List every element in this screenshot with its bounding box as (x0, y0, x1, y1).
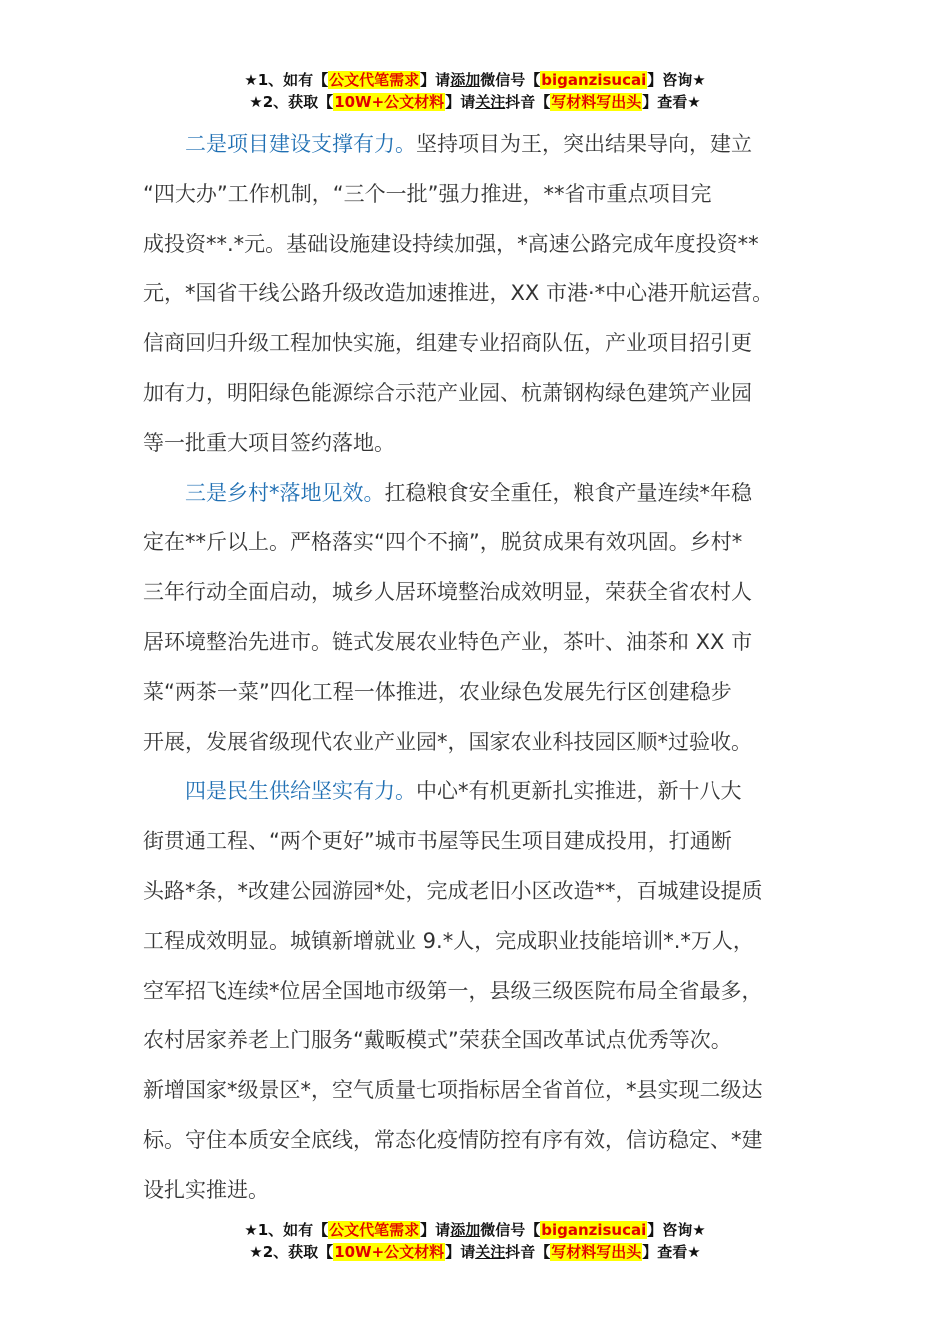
banner-highlight: 写材料写出头 (551, 93, 642, 111)
text-line: 加有力，明阳绿色能源综合示范产业园、杭萧钢构绿色建筑产业园 (143, 380, 752, 405)
banner-text: 】请 (445, 93, 476, 111)
banner-text: 】咨询★ (647, 71, 706, 89)
text-line: 菜“两茶一菜”四化工程一体推进，农业绿色发展先行区创建稳步 (143, 679, 732, 704)
paragraph (143, 767, 807, 1215)
banner-line-2 (0, 1241, 950, 1263)
text-line: “四大办”工作机制，“三个一批”强力推进，**省市重点项目完 (143, 181, 712, 206)
paragraph-heading: 三是乡村*落地见效。 (185, 480, 385, 505)
text-line: 信商回归升级工程加快实施，组建专业招商队伍，产业项目招引更 (143, 331, 752, 356)
banner-highlight: 10W+公文材料 (334, 1243, 445, 1261)
paragraph-heading: 四是民生供给坚实有力。 (185, 779, 416, 804)
banner-text: ★2、获取【 (249, 93, 334, 111)
text-line: 三年行动全面启动，城乡人居环境整治成效明显，荣获全省农村人 (143, 580, 752, 605)
paragraph (143, 469, 807, 768)
banner-text: 微信号【 (480, 71, 541, 89)
banner-highlight: 公文代笔需求 (329, 71, 420, 89)
text-line: 坚持项目为王，突出结果导向，建立 (416, 132, 752, 156)
banner-underline: 关注 (475, 93, 506, 111)
text-line: 空军招飞连续*位居全国地市级第一，县级三级医院布局全省最多， (143, 978, 763, 1003)
text-line: 设扎实推进。 (143, 1177, 269, 1202)
banner-text: ★1、如有【 (244, 71, 329, 89)
text-line: 农村居家养老上门服务“戴畈模式”荣获全国改革试点优秀等次。 (143, 1028, 732, 1053)
banner-line-1 (0, 1219, 950, 1241)
banner-text: 】查看★ (642, 1243, 701, 1261)
text-line: 工程成效明显。城镇新增就业 9.*人，完成职业技能培训*.*万人， (143, 928, 754, 953)
banner-text: 】请 (420, 1221, 451, 1239)
banner-text: 微信号【 (480, 1221, 541, 1239)
banner-underline: 添加 (450, 1221, 481, 1239)
banner-highlight: 10W+公文材料 (334, 93, 445, 111)
text-line: 扛稳粮食安全重任，粮食产量连续*年稳 (384, 480, 752, 505)
banner-underline: 添加 (450, 71, 481, 89)
banner-text: 】请 (420, 71, 451, 89)
text-line: 街贯通工程、“两个更好”城市书屋等民生项目建成投用，打通断 (143, 829, 732, 854)
bottom-banner (0, 1219, 950, 1263)
text-line: 开展，发展省级现代农业产业园*，国家农业科技园区顺*过验收。 (143, 729, 752, 754)
top-banner (0, 69, 950, 113)
banner-text: 】查看★ (642, 93, 701, 111)
text-line: 标。守住本质安全底线，常态化疫情防控有序有效，信访稳定、*建 (143, 1127, 763, 1152)
text-line: 等一批重大项目签约落地。 (143, 430, 395, 455)
banner-text: 】咨询★ (647, 1221, 706, 1239)
text-line: 定在**斤以上。严格落实“四个不摘”，脱贫成果有效巩固。乡村* (143, 530, 743, 555)
banner-highlight: 写材料写出头 (551, 1243, 642, 1261)
text-line: 中心*有机更新扎实推进，新十八大 (416, 779, 742, 804)
text-line: 居环境整治先进市。链式发展农业特色产业，茶叶、油茶和 XX 市 (143, 629, 753, 654)
text-line: 头路*条，*改建公园游园*处，完成老旧小区改造**，百城建设提质 (143, 878, 763, 903)
banner-text: 抖音【 (505, 1243, 551, 1261)
text-line: 成投资**.*元。基础设施建设持续加强，*高速公路完成年度投资** (143, 231, 759, 256)
text-line: 元，*国省干线公路升级改造加速推进，XX 市港·*中心港开航运营。 (143, 281, 774, 306)
banner-text: 抖音【 (505, 93, 551, 111)
banner-line-2 (0, 91, 950, 113)
banner-text: ★1、如有【 (244, 1221, 329, 1239)
document-body (143, 120, 807, 1216)
paragraph (143, 120, 807, 469)
banner-underline: 关注 (475, 1243, 506, 1261)
paragraph-heading: 二是项目建设支撑有力。 (185, 132, 416, 156)
banner-highlight: biganzisucai (541, 71, 647, 89)
banner-highlight: biganzisucai (541, 1221, 647, 1239)
banner-highlight: 公文代笔需求 (329, 1221, 420, 1239)
text-line: 新增国家*级景区*，空气质量七项指标居全省首位，*县实现二级达 (143, 1078, 763, 1103)
banner-line-1 (0, 69, 950, 91)
banner-text: 】请 (445, 1243, 476, 1261)
banner-text: ★2、获取【 (249, 1243, 334, 1261)
